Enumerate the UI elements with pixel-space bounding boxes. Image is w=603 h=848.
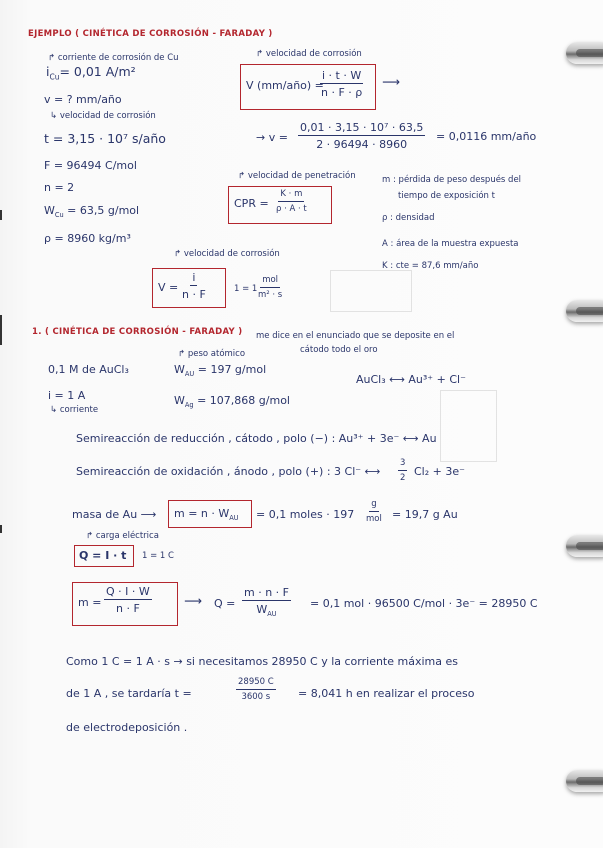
velocity-formula-fraction: $\frac{i \cdot t \cdot W}{n \cdot F \cdot \rho}$ [320,69,363,99]
binder-ring-icon [566,300,603,322]
calc-result: = 0,0116 mm/año [436,130,537,143]
v-fraction: $\frac{i}{n \cdot F}$ [182,271,206,301]
problem-note: me dice en el enunciado que se deposite en el [256,331,455,341]
dissociation-reaction: AuCl₃ ⟷ Au³⁺ + Cl⁻ [356,373,466,386]
v-lhs: V = [158,281,179,294]
atomic-weight-ag: $W_{Ag} = 107,868$ g/mol [174,394,290,410]
binder-ring-icon [566,42,603,64]
example-title: EJEMPLO ( CINÉTICA DE CORROSIÓN - FARADAY ) [28,29,273,39]
q-lhs: Q = [214,597,236,610]
unit-label: 1 = 1 [234,284,258,294]
show-through [440,390,497,462]
conclusion-line-2: de 1 A , se tardaría t = [66,687,192,700]
m-lhs: m = [78,596,102,609]
conclusion-line-1: Como 1 C = 1 A · s → si necesitamos 28950 C y la corriente máxima es [66,655,458,668]
conclusion-line-2-result: = 8,041 h en realizar el proceso [298,687,475,700]
oxidation-products: Cl₂ + 3e⁻ [414,465,465,478]
charge-formula: Q = I · t [79,549,127,562]
cpr-fraction: $\frac{K \cdot m}{\rho \cdot A \cdot t}$ [276,189,307,214]
oxidation-coefficient: $\frac{3}{2}$ [400,458,406,483]
margin-mark [0,210,2,220]
annotation-velocity: ↳ velocidad de corrosión [50,111,156,121]
current-value: i = 1 A [48,389,86,402]
oxidation-half-reaction: Semireacción de oxidación , ánodo , polo (+) : 3 Cl⁻ ⟷ [76,465,381,478]
faraday-value: F = 96494 C/mol [44,159,137,172]
m-fraction: $\frac{Q \cdot I \cdot W}{n \cdot F}$ [106,585,150,615]
mass-formula: $m = n \cdot W_{AU}$ [174,507,239,523]
conclusion-line-3: de electrodeposición . [66,721,188,734]
margin-mark [0,525,2,533]
mass-result: = 19,7 g Au [392,508,458,521]
density-value: ρ = 8960 kg/m³ [44,232,131,245]
current-density: $i_{Cu}= 0,01$ A/m² [46,64,136,82]
annotation-penetration: ↱ velocidad de penetración [238,171,356,181]
margin-mark [0,315,2,345]
q-result: = 0,1 mol · 96500 C/mol · 3e⁻ = 28950 C [310,597,538,610]
calc-fraction: $\frac{\text{0,01 · 3,15 · 10⁷ · 63,5}}{2 \cdot 96494 \cdot 8960}$ [300,121,424,151]
velocity-formula-lhs: V (mm/año) = [246,79,324,92]
unit-fraction: mol m² · s [258,275,283,300]
arrow-icon: ⟶ [382,74,400,89]
annotation-atomic-weight: ↱ peso atómico [178,349,246,359]
definition-area: A : área de la muestra expuesta [382,239,519,249]
problem-title: 1. ( CINÉTICA DE CORROSIÓN - FARADAY ) [32,327,243,337]
mass-calc: = 0,1 moles · 197 [256,508,355,521]
time-fraction: $\frac{28950 C}{3600 s}$ [238,677,274,702]
definition-m-cont: tiempo de exposición t [398,191,495,201]
binder-ring-icon [566,770,603,792]
q-fraction: m · n · F $W_{AU}$ [244,586,289,619]
concentration: 0,1 M de AuCl₃ [48,363,129,376]
annotation-charge: ↱ carga eléctrica [86,531,159,541]
definition-rho: ρ : densidad [382,213,435,223]
definition-m: m : pérdida de peso después del [382,175,522,185]
annotation-corrosion-speed: ↱ velocidad de corrosión [174,249,280,259]
charge-unit: 1 = 1 C [142,551,174,561]
binder-ring-icon [566,535,603,557]
show-through [330,270,412,312]
mass-unit-fraction: g mol [366,499,382,524]
annotation-corrosion-current: ↱ corriente de corrosión de Cu [48,53,179,63]
n-value: n = 2 [44,181,75,194]
atomic-weight-au: $W_{AU} = 197$ g/mol [174,363,267,379]
reduction-half-reaction: Semireacción de reducción , cátodo , polo (−) : Au³⁺ + 3e⁻ ⟷ Au [76,432,437,445]
atomic-weight-cu: $W_{Cu} = 63,5$ g/mol [44,204,140,220]
problem-note-cont: cátodo todo el oro [300,345,378,355]
cpr-lhs: CPR = [234,197,269,210]
calc-lhs: → v = [256,131,288,144]
definition-k: K : cte = 87,6 mm/año [382,261,479,271]
arrow2-icon: ⟶ [184,593,202,608]
annotation-current: ↳ corriente [50,405,99,415]
velocity-unknown: v = ? mm/año [44,93,122,106]
mass-label: masa de Au ⟶ [72,508,157,521]
annotation-top-velocity: ↱ velocidad de corrosión [256,49,362,59]
time-value: t = 3,15 · 10⁷ s/año [44,131,166,146]
